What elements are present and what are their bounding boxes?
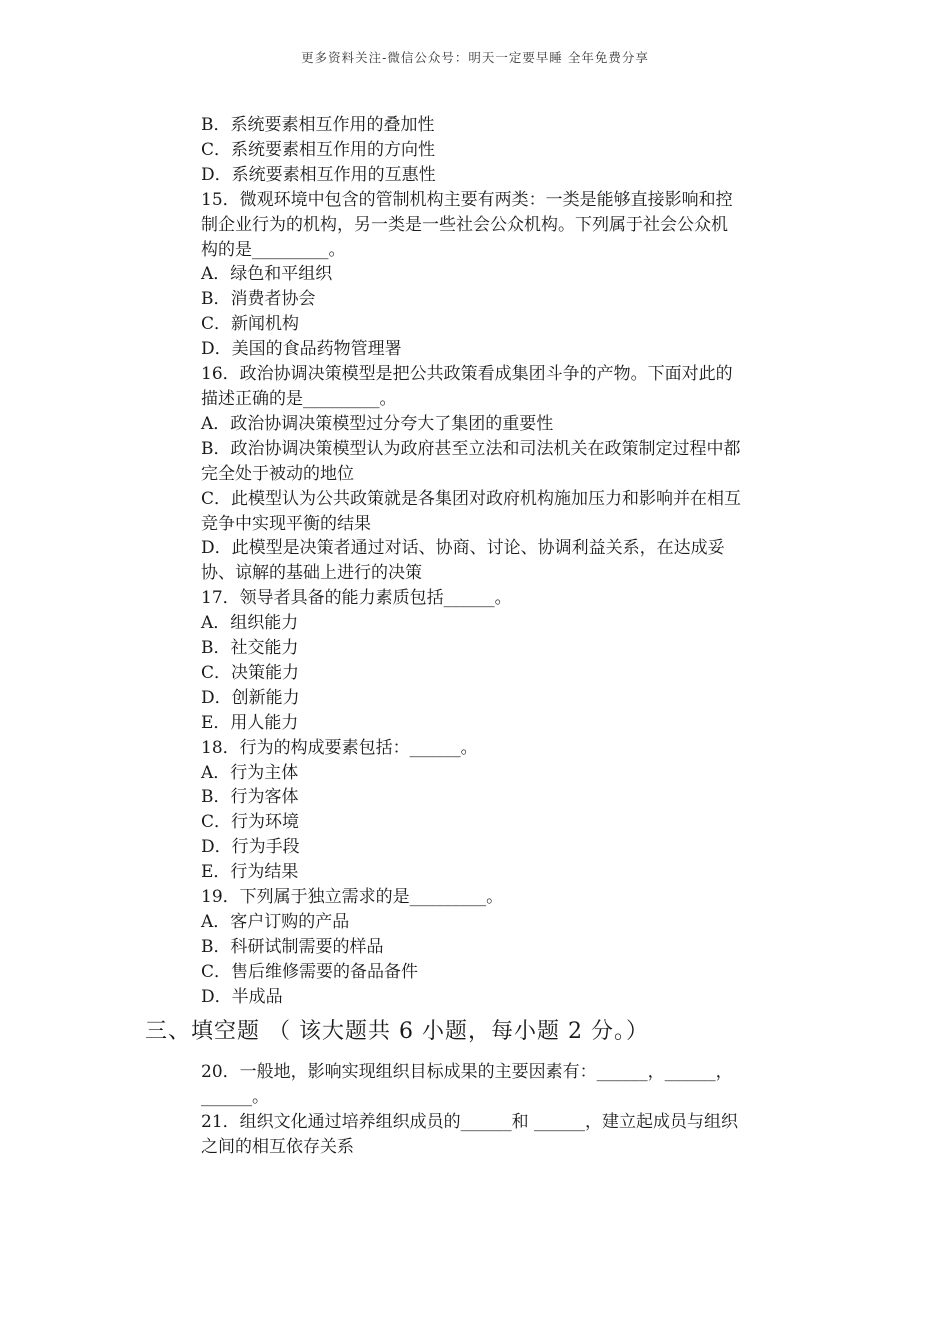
option-line: D．创新能力 xyxy=(201,687,300,708)
option-line: D．行为手段 xyxy=(201,837,300,858)
question-16-line: 描述正确的是_________。 xyxy=(201,388,397,409)
option-line: C．系统要素相互作用的方向性 xyxy=(201,139,436,160)
option-line: E．行为结果 xyxy=(201,862,299,883)
option-line: B．政治协调决策模型认为政府甚至立法和司法机关在政策制定过程中都 xyxy=(201,438,741,459)
question-20-line: 20．一般地，影响实现组织目标成果的主要因素有：______，______， xyxy=(201,1062,733,1082)
question-16-line: 16．政治协调决策模型是把公共政策看成集团斗争的产物。下面对此的 xyxy=(201,364,733,385)
question-19-line: 19．下列属于独立需求的是_________。 xyxy=(201,887,504,908)
question-block xyxy=(201,113,811,1010)
question-21-line: 之间的相互依存关系 xyxy=(201,1137,354,1157)
question-15-line: 制企业行为的机构，另一类是一些社会公众机构。下列属于社会公众机 xyxy=(201,214,728,235)
option-line: 协、谅解的基础上进行的决策 xyxy=(201,563,422,584)
question-15-line: 构的是_________。 xyxy=(201,239,346,260)
option-line: A．组织能力 xyxy=(201,613,299,634)
option-line: B．科研试制需要的样品 xyxy=(201,936,384,957)
fill-in-block xyxy=(201,1060,811,1160)
option-line: A．绿色和平组织 xyxy=(201,264,333,285)
option-line: D．美国的食品药物管理署 xyxy=(201,339,402,360)
question-21-line: 21．组织文化通过培养组织成员的______和 ______，建立起成员与组织 xyxy=(201,1112,739,1132)
option-line: B．行为客体 xyxy=(201,787,299,808)
option-line: E．用人能力 xyxy=(201,712,299,733)
option-line: A．政治协调决策模型过分夸大了集团的重要性 xyxy=(201,413,554,434)
option-line: B．系统要素相互作用的叠加性 xyxy=(201,115,435,135)
option-line: 完全处于被动的地位 xyxy=(201,463,354,484)
page-header: 更多资料关注-微信公众号：明天一定要早睡 全年免费分享 xyxy=(301,50,649,65)
question-17-line: 17．领导者具备的能力素质包括______。 xyxy=(201,588,512,609)
option-line: A．客户订购的产品 xyxy=(201,912,350,932)
option-line: 竞争中实现平衡的结果 xyxy=(201,513,371,534)
question-18-line: 18．行为的构成要素包括：______。 xyxy=(201,737,478,758)
option-line: D．半成品 xyxy=(201,986,283,1007)
option-line: D．系统要素相互作用的互惠性 xyxy=(201,164,436,185)
option-line: B．消费者协会 xyxy=(201,289,316,310)
option-line: C．决策能力 xyxy=(201,662,300,683)
option-line: A．行为主体 xyxy=(201,762,299,783)
option-line: B．社交能力 xyxy=(201,638,299,659)
option-line: C．新闻机构 xyxy=(201,314,300,335)
question-20-line: ______。 xyxy=(201,1087,269,1107)
question-15-line: 15．微观环境中包含的管制机构主要有两类：一类是能够直接影响和控 xyxy=(201,189,733,210)
option-line: D．此模型是决策者通过对话、协商、讨论、协调利益关系，在达成妥 xyxy=(201,538,725,559)
option-line: C．行为环境 xyxy=(201,812,300,833)
section-title: 三、填空题 （ 该大题共 6 小题，每小题 2 分。） xyxy=(145,1019,649,1044)
option-line: C．售后维修需要的备品备件 xyxy=(201,961,419,982)
option-line: C．此模型认为公共政策就是各集团对政府机构施加压力和影响并在相互 xyxy=(201,488,742,509)
